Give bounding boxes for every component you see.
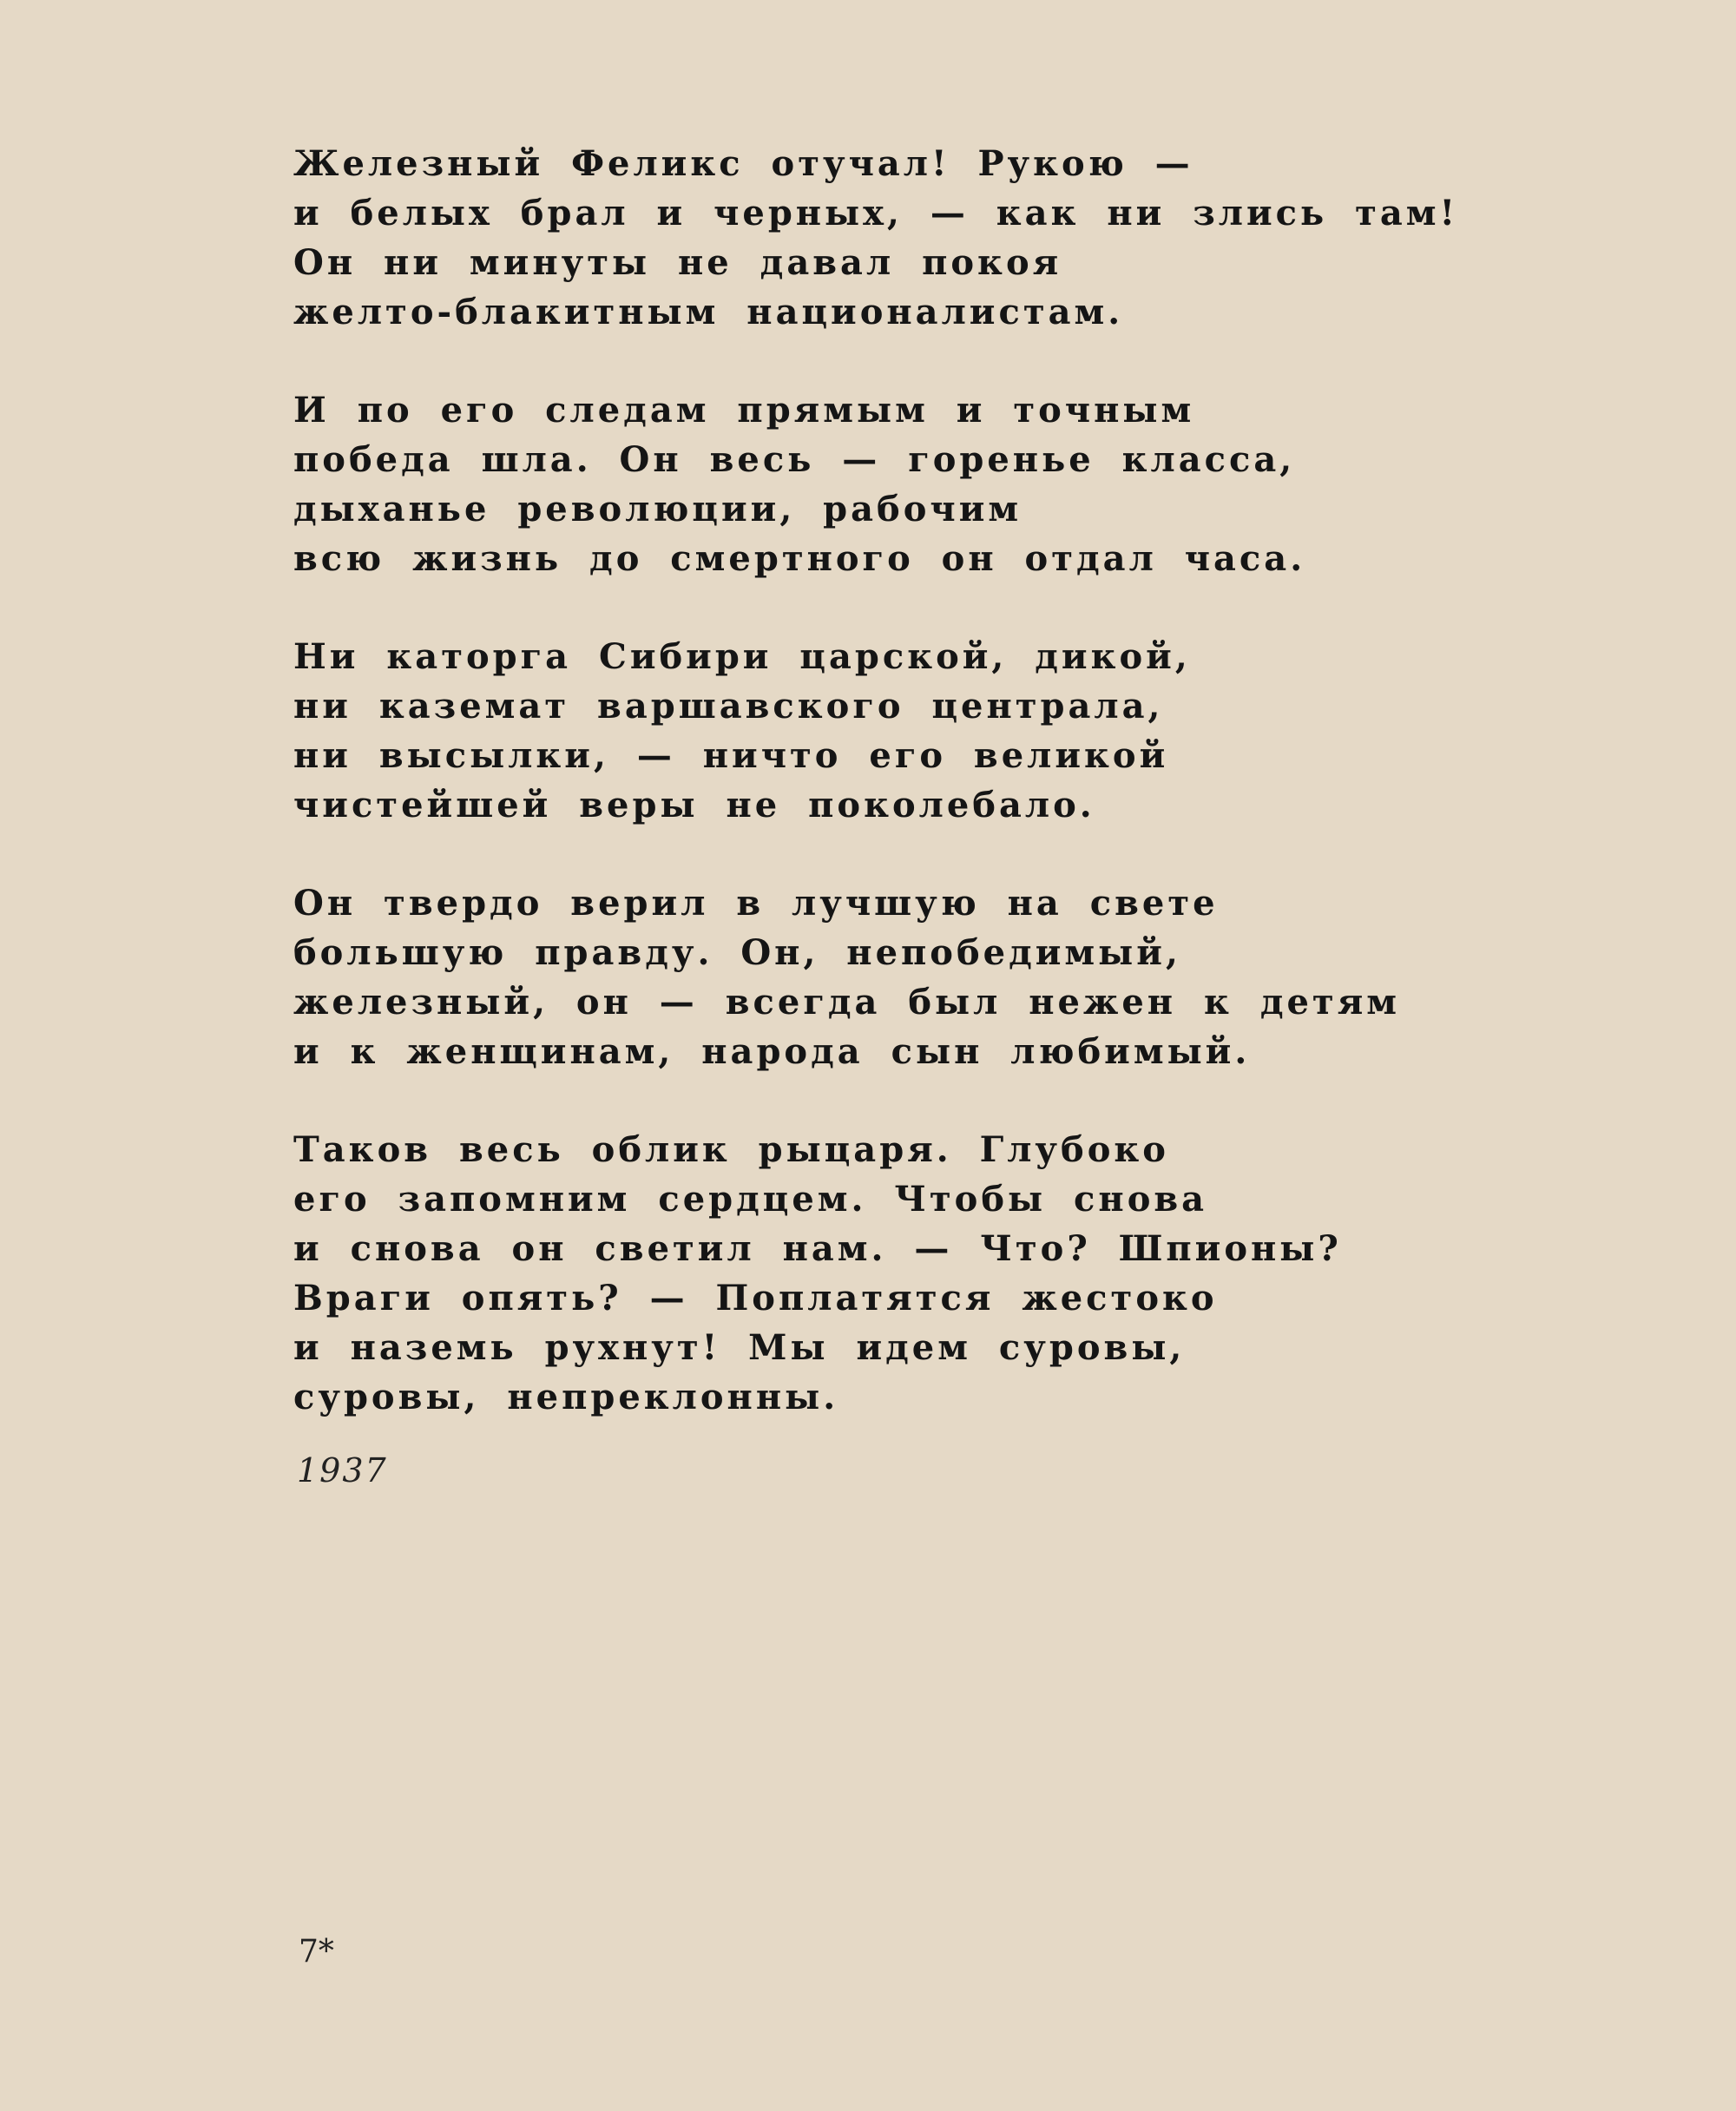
poem-line: и к женщинам, народа сын любимый. bbox=[293, 1031, 1251, 1072]
poem-line: Таков весь облик рыцаря. Глубоко bbox=[293, 1129, 1169, 1170]
poem-date: 1937 bbox=[297, 1451, 388, 1490]
poem-line: и наземь рухнут! Мы идем суровы, bbox=[293, 1327, 1186, 1368]
stanza-4 bbox=[293, 878, 1526, 1076]
stanza-3 bbox=[293, 632, 1526, 830]
poem-line: Он ни минуты не давал покоя bbox=[293, 242, 1062, 283]
poem-line: всю жизнь до смертного он отдал часа. bbox=[293, 538, 1306, 579]
poem-line: и белых брал и черных, — как ни злись там! bbox=[293, 193, 1459, 233]
poem-line: победа шла. Он весь — горенье класса, bbox=[293, 439, 1296, 480]
poem-line: большую правду. Он, непобедимый, bbox=[293, 932, 1181, 973]
poem-line: и снова он светил нам. — Что? Шпионы? bbox=[293, 1228, 1342, 1269]
poem-line: Враги опять? — Поплатятся жестоко bbox=[293, 1278, 1218, 1319]
stanza-1 bbox=[293, 139, 1526, 337]
poem-line: его запомним сердцем. Чтобы снова bbox=[293, 1179, 1208, 1220]
page-number: 7* bbox=[299, 1934, 334, 1970]
poem-line: железный, он — всегда был нежен к детям bbox=[293, 982, 1401, 1023]
poem-line: ни высылки, — ничто его великой bbox=[293, 735, 1169, 776]
poem-line: Он твердо верил в лучшую на свете bbox=[293, 883, 1219, 924]
poem-line: желто-блакитным националистам. bbox=[293, 292, 1124, 332]
poem-line: Железный Феликс отучал! Рукою — bbox=[293, 143, 1194, 184]
poem-line: чистейшей веры не поколебало. bbox=[293, 785, 1095, 825]
stanza-2 bbox=[293, 385, 1526, 583]
poem-line: суровы, непреклонны. bbox=[293, 1377, 839, 1417]
stanza-5 bbox=[293, 1125, 1526, 1422]
poem-line: дыханье революции, рабочим bbox=[293, 489, 1023, 529]
poem-line: Ни каторга Сибири царской, дикой, bbox=[293, 636, 1191, 677]
poem-body bbox=[293, 139, 1526, 1470]
poem-line: ни каземат варшавского централа, bbox=[293, 686, 1164, 727]
poem-line: И по его следам прямым и точным bbox=[293, 390, 1195, 431]
